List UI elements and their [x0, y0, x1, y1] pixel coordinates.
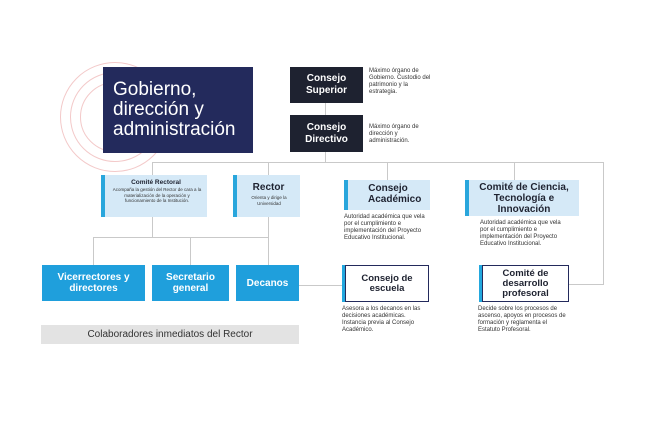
comite-desarrollo-box: [482, 265, 569, 302]
comite-desarrollo-label: Comité de desarrollo profesoral: [502, 267, 549, 299]
comite-desarrollo-desc: Decide sobre los procesos de ascenso, apoyos en procesos de formación y reglamenta el Estatuto Profesoral.: [478, 306, 566, 333]
connector-line: [190, 237, 191, 265]
connector-line: [268, 217, 269, 265]
consejo-escuela-box: [345, 265, 429, 302]
connector-line: [93, 237, 268, 238]
consejo-escuela-desc: Asesora a los decanos en las decisiones académicas. Instancia previa al Consejo Académico.: [342, 306, 421, 333]
vicerrectores-label: Vicerrectores y directores: [57, 272, 130, 294]
connector-line: [268, 162, 269, 175]
page-title: [103, 67, 253, 153]
consejo-superior-desc: Máximo órgano de Gobierno. Custodio del patrimonio y la estrategia.: [369, 68, 431, 95]
rector-desc: Orienta y dirige la Universidad: [251, 195, 287, 206]
consejo-directivo-desc: Máximo órgano de dirección y administración.: [369, 124, 419, 144]
consejo-academico-label: Consejo Académico: [368, 183, 422, 205]
consejo-directivo-box: [290, 115, 363, 152]
connector-line: [152, 162, 153, 175]
connector-line: [514, 162, 515, 180]
connector-line: [569, 284, 604, 285]
comite-ciencia-box: [465, 180, 579, 216]
comite-ciencia-desc: Autoridad académica que vela por el cumplimiento e implementación del Proyecto Educativo Institucional.: [480, 220, 561, 247]
secretario-box: [152, 265, 229, 301]
comite-rectoral-box: [101, 175, 207, 217]
consejo-superior-label: Consejo Superior: [305, 73, 348, 96]
comite-rectoral-desc: Acompaña la gestión del Rector de cara a la materialización de la operación y funcionamiento de la Institución.: [112, 187, 202, 203]
secretario-label: Secretario general: [166, 272, 215, 294]
accent-strip: [101, 175, 105, 217]
connector-line: [299, 285, 342, 286]
decanos-label: Decanos: [246, 277, 289, 289]
consejo-superior-box: [290, 67, 363, 103]
connector-line: [325, 103, 326, 115]
vicerrectores-box: [42, 265, 145, 301]
rector-box: [233, 175, 300, 217]
decanos-box: [236, 265, 299, 301]
consejo-academico-desc: Autoridad académica que vela por el cumplimiento e implementación del Proyecto Educativo Institucional.: [344, 214, 425, 241]
consejo-directivo-label: Consejo Directivo: [305, 121, 348, 145]
comite-ciencia-label: Comité de Ciencia, Tecnología e Innovación: [479, 182, 569, 215]
connector-line: [387, 162, 388, 180]
colaboradores-text: Colaboradores inmediatos del Rector: [87, 329, 253, 340]
connector-line: [152, 162, 603, 163]
rector-label: Rector: [252, 182, 285, 193]
connector-line: [603, 162, 604, 284]
accent-strip: [344, 180, 348, 210]
page-title-text: Gobierno, dirección y administración: [113, 79, 236, 140]
connector-line: [325, 152, 326, 162]
comite-rectoral-label: Comité Rectoral: [131, 179, 181, 186]
consejo-academico-box: [344, 180, 430, 210]
consejo-escuela-label: Consejo de escuela: [361, 272, 413, 294]
connector-line: [152, 217, 153, 237]
colaboradores-label: [41, 325, 299, 344]
connector-line: [93, 237, 94, 265]
